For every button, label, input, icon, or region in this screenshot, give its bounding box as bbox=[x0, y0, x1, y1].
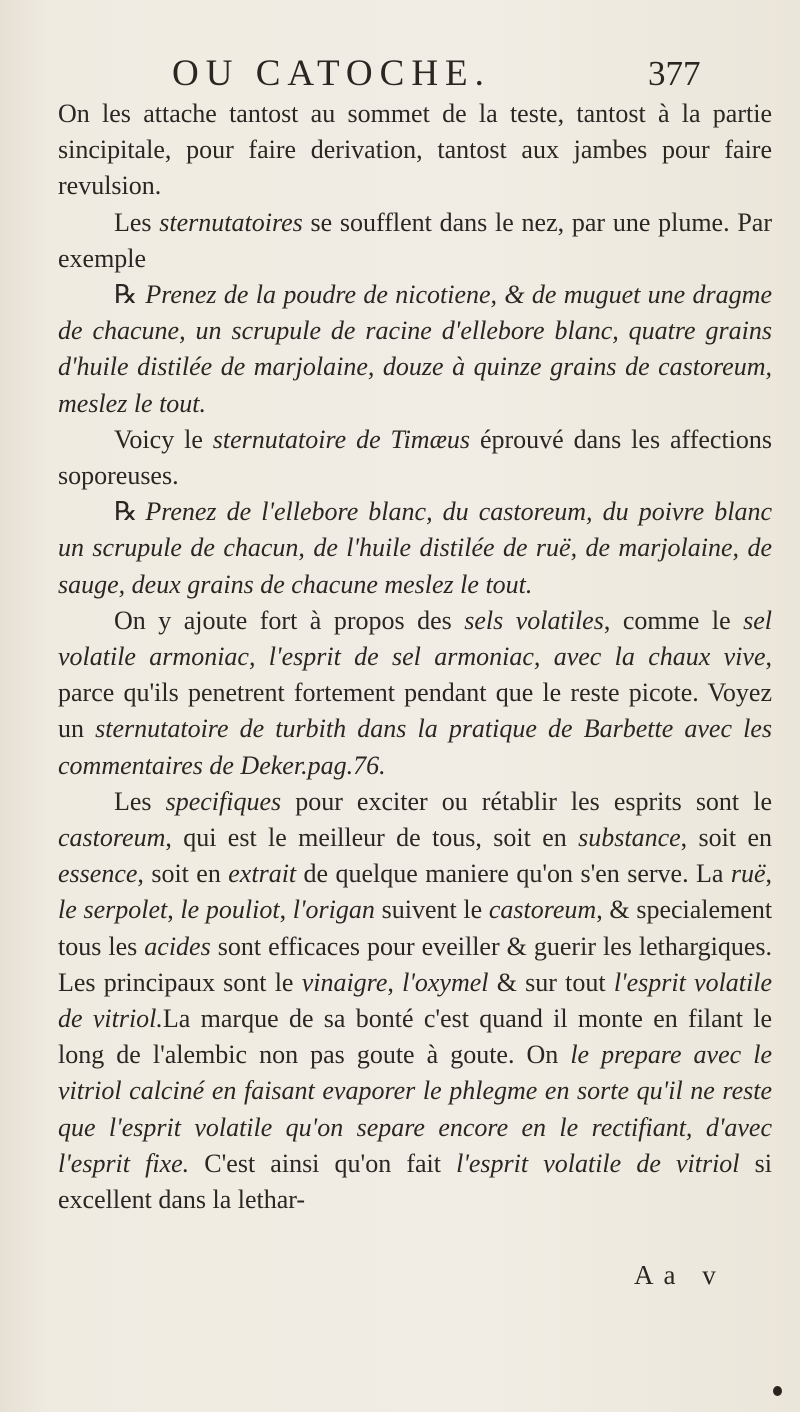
ink-blot bbox=[773, 1386, 782, 1396]
body-text bbox=[58, 96, 772, 1218]
paragraph-2: Les sternutatoires se soufflent dans le nez, par une plume. Par exemple bbox=[58, 207, 772, 273]
recipe-symbol: ℞ bbox=[114, 280, 138, 310]
running-head: OU CATOCHE. bbox=[172, 53, 491, 94]
paragraph-1: On les attache tantost au sommet de la teste, tantost à la partie sincipitale, pour faire derivation, tantost aux jambes pour faire revulsion. bbox=[58, 99, 772, 201]
catchline bbox=[0, 1255, 800, 1295]
signature-mark: Aa v bbox=[634, 1260, 726, 1290]
recipe-symbol: ℞ bbox=[114, 497, 138, 527]
term-timaeus: sternutatoire de Timæus bbox=[212, 424, 471, 454]
page-number: 377 bbox=[648, 54, 701, 93]
recipe-1 bbox=[58, 277, 772, 422]
recipe-1-text: Prenez de la poudre de nicotiene, & de muguet une dragme de chacune, un scrupule de racine d'ellebore blanc, quatre grains d'huile distilée de marjolaine, douze à quinze grains de castoreum, meslez le tout. bbox=[58, 280, 772, 418]
paragraph-7: Les specifiques pour exciter ou rétablir les esprits sont le castoreum, qui est le meilleur de tous, soit en substance, soit en essence, soit en extrait de quelque maniere qu'on s'en serve. La ruë, le serpolet, le pouliot, l'origan suivent le castoreum, & specialement tous les acides sont efficaces pour eveiller & guerir les lethargiques. Les principaux sont le vinaigre, l'oxymel & sur tout l'esprit volatile de vitriol.La marque de sa bonté c'est quand il monte en filant le long de l'alembic non pas goute à goute. On le prepare avec le vitriol calciné en faisant evaporer le phlegme en sorte qu'il ne reste que l'esprit volatile qu'on separe encore en le rectifiant, d'avec l'esprit fixe. C'est ainsi qu'on fait l'esprit volatile de vitriol si excellent dans la lethar- bbox=[58, 786, 773, 1215]
term-sternutatoires: sternutatoires bbox=[159, 207, 303, 237]
recipe-2 bbox=[58, 494, 772, 603]
paragraph-4: Voicy le sternutatoire de Timæus éprouvé dans les affections soporeuses. bbox=[58, 424, 773, 491]
page-header bbox=[0, 52, 800, 96]
paragraph-6: On y ajoute fort à propos des sels volatiles, comme le sel volatile armoniac, l'esprit de sel armoniac, avec la chaux vive, parce qu'ils penetrent fortement pendant que le reste picote. Voyez un sternutatoire de turbith dans la pratique de Barbette avec les commentaires de Deker.pag.76. bbox=[58, 605, 773, 780]
recipe-2-text: Prenez de l'ellebore blanc, du castoreum, du poivre blanc un scrupule de chacun, de l'huile distilée de ruë, de marjolaine, de sauge, deux grains de chacune meslez le tout. bbox=[58, 497, 772, 599]
